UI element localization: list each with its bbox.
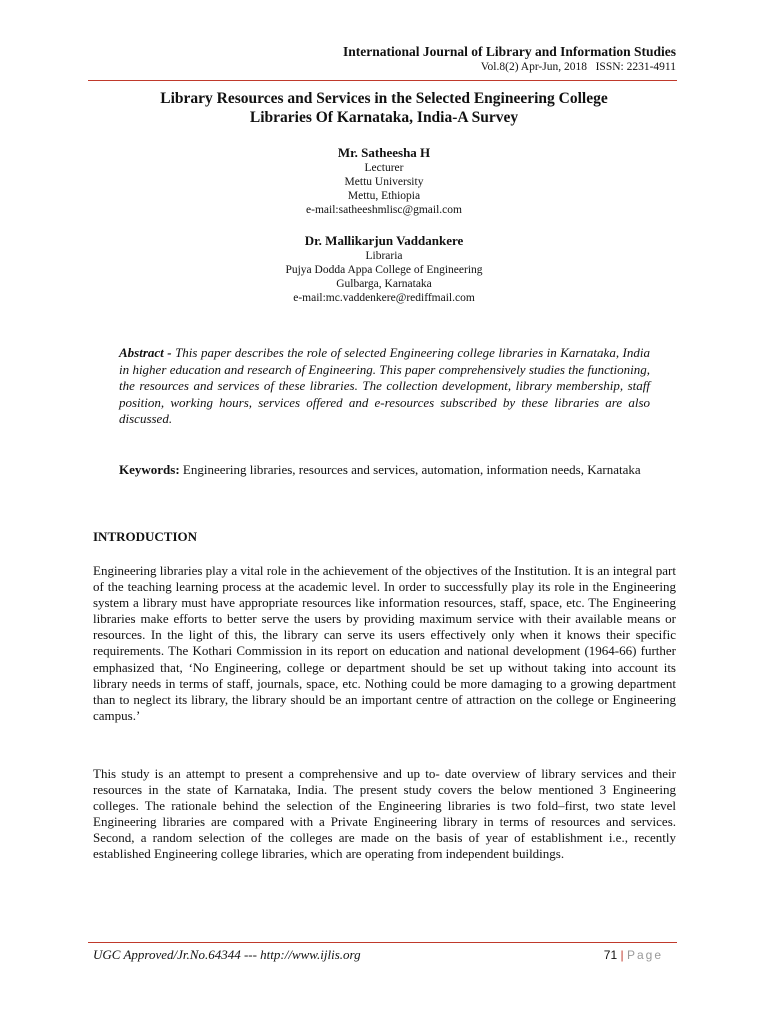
paper-title-line-2: Libraries Of Karnataka, India-A Survey [249, 109, 519, 126]
footer-citation: UGC Approved/Jr.No.64344 --- http://www.ijlis.org [93, 947, 361, 962]
page-label: Page [626, 948, 663, 962]
page-number: 71 [603, 948, 618, 962]
journal-title: International Journal of Library and Information Studies [342, 44, 676, 59]
author-email: e-mail:satheeshmlisc@gmail.com [306, 204, 462, 216]
section-heading: INTRODUCTION [93, 529, 198, 544]
author-role: Lecturer [364, 162, 404, 174]
page-number-block [604, 948, 663, 962]
paragraph-2: This study is an attempt to present a comprehensive and up to- date overview of library services and their resources in the state of Karnataka, India. The present study covers the below mentioned 3 Engineering colleges. The rationale behind the selection of the Engineering libraries is two fold–first, two state level Engineering libraries are compared with a Private Engineering library in terms of resources and services. Second, a random selection of the colleges are made on the basis of year of establishment i.e., recently established Engineering college libraries, which are operating from independent buildings. [93, 766, 676, 862]
abstract [119, 345, 650, 428]
paper-title-line-1: Library Resources and Services in the Selected Engineering College [160, 90, 608, 107]
author-institution: Pujya Dodda Appa College of Engineering [285, 264, 483, 276]
author-email: e-mail:mc.vaddenkere@rediffmail.com [293, 292, 475, 304]
abstract-text: This paper describes the role of selected Engineering college libraries in Karnataka, India in higher education and research of Engineering. This paper comprehensively studies the functioning, the resources and services of these libraries. The collection development, library membership, staff position, working hours, services offered and e-resources subscribed by these libraries are also discussed. [119, 345, 650, 427]
paper-title [90, 89, 678, 127]
keywords-label: Keywords: [119, 462, 180, 477]
journal-volume: Vol.8(2) Apr-Jun, 2018 ISSN: 2231-4911 [480, 61, 676, 73]
author-location: Mettu, Ethiopia [347, 190, 421, 202]
author-role: Libraria [365, 250, 403, 262]
keywords-text: Engineering libraries, resources and services, automation, information needs, Karnataka [182, 462, 641, 477]
author-name: Dr. Mallikarjun Vaddankere [304, 233, 464, 248]
footer-rule [88, 942, 677, 943]
page-separator: | [620, 948, 624, 962]
abstract-label: Abstract - [119, 345, 172, 360]
paragraph-1: Engineering libraries play a vital role in the achievement of the objectives of the Institution. It is an integral part of the teaching learning process at the academic level. In order to successfully play its role in the Engineering system a library must have appropriate resources like information resources, staff, space, etc. The Engineering libraries make efforts to better serve the users by providing maximum service with their available means or resources. In the light of this, the library can serve its users effectively only when it knows their specific requirements. The Kothari Commission in its report on education and national development (1964-66) further emphasized that, ‘No Engineering, college or department should be set up without taking into account its library needs in terms of staff, journals, space, etc. Nothing could be more damaging to a growing department than to neglect its library, the library should be an important centre of attraction on the college or Engineering campus.’ [93, 563, 676, 723]
header-rule [88, 80, 677, 81]
author-block-2 [90, 233, 678, 305]
author-name: Mr. Satheesha H [337, 145, 431, 160]
author-block-1 [90, 145, 678, 217]
author-institution: Mettu University [344, 176, 424, 188]
journal-header [343, 44, 676, 74]
keywords [119, 462, 650, 479]
author-location: Gulbarga, Karnataka [336, 278, 432, 290]
